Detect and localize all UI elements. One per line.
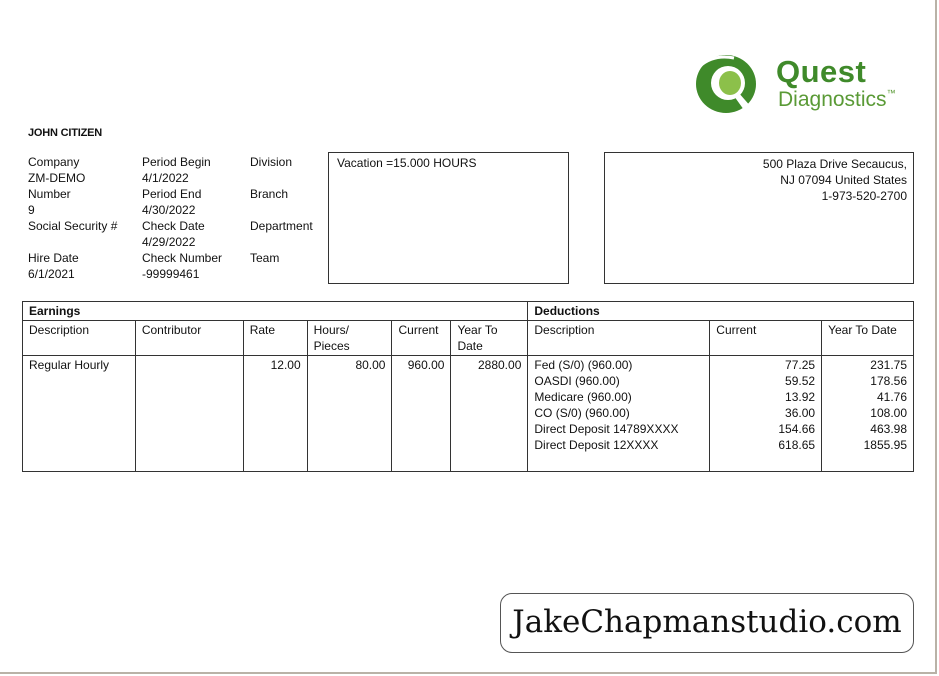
vacation-text: Vacation =15.000 HOURS (337, 156, 477, 170)
earnings-current-header: Current (392, 321, 451, 356)
deduction-current: 154.66 (778, 422, 816, 436)
deduction-description: Fed (S/0) (960.00) (534, 358, 633, 372)
logo-brand-text: Quest (776, 54, 867, 89)
deduction-ytd: 178.56 (870, 374, 907, 388)
period-begin-value: 4/1/2022 (142, 171, 189, 185)
check-date-value: 4/29/2022 (142, 235, 196, 249)
check-date-label: Check Date (142, 219, 205, 233)
vacation-box (328, 152, 569, 284)
deduction-current: 618.65 (778, 438, 816, 452)
hire-date-label: Hire Date (28, 251, 79, 265)
deductions-title: Deductions (528, 302, 914, 321)
deduction-current: 13.92 (785, 390, 816, 404)
deductions-ytd-cell (822, 356, 914, 472)
earnings-contributor-header: Contributor (135, 321, 243, 356)
address-phone: 1-973-520-2700 (821, 189, 907, 203)
deductions-description-cell (528, 356, 710, 472)
earnings-description-cell: Regular Hourly (23, 356, 136, 472)
deduction-ytd: 41.76 (876, 390, 907, 404)
deduction-description: Direct Deposit 12XXXX (534, 438, 659, 452)
table-header-row (23, 321, 914, 356)
logo-sub-text: Diagnostics™ (778, 88, 896, 111)
deduction-current: 59.52 (785, 374, 816, 388)
company-value: ZM-DEMO (28, 171, 86, 185)
deductions-ytd-header: Year To Date (822, 321, 914, 356)
address-box (604, 152, 914, 284)
deduction-ytd: 231.75 (870, 358, 907, 372)
ssn-label: Social Security # (28, 219, 118, 233)
earnings-hours-header (307, 321, 392, 356)
earnings-ytd-cell: 2880.00 (451, 356, 528, 472)
deduction-ytd: 108.00 (870, 406, 907, 420)
earnings-contributor-cell (135, 356, 243, 472)
deductions-description-header: Description (528, 321, 710, 356)
earnings-current-cell: 960.00 (392, 356, 451, 472)
period-end-value: 4/30/2022 (142, 203, 196, 217)
earnings-ytd-header-line2: Date (457, 339, 483, 353)
trademark-symbol: ™ (886, 88, 896, 98)
earnings-hours-header-line2: Pieces (313, 339, 350, 353)
address-line-1: 500 Plaza Drive Secaucus, (762, 157, 907, 171)
check-number-value: -99999461 (142, 267, 200, 281)
address-line-2: NJ 07094 United States (780, 173, 907, 187)
number-label: Number (28, 187, 71, 201)
watermark-badge: JakeChapmanstudio.com (500, 593, 914, 653)
number-value: 9 (28, 203, 35, 217)
earnings-hours-header-line1: Hours/ (313, 323, 349, 337)
earnings-deductions-table (22, 301, 914, 472)
period-begin-label: Period Begin (142, 155, 211, 169)
deduction-description: Direct Deposit 14789XXXX (534, 422, 679, 436)
department-label: Department (250, 219, 313, 233)
deduction-ytd: 463.98 (870, 422, 907, 436)
table-body-row (23, 356, 914, 472)
deduction-ytd: 1855.95 (863, 438, 907, 452)
earnings-rate-header: Rate (243, 321, 307, 356)
division-label: Division (250, 155, 293, 169)
deduction-description: CO (S/0) (960.00) (534, 406, 630, 420)
earnings-rate-cell: 12.00 (243, 356, 307, 472)
deduction-current: 77.25 (785, 358, 816, 372)
deductions-current-cell (710, 356, 822, 472)
quest-logo (690, 50, 920, 116)
deductions-current-header: Current (710, 321, 822, 356)
check-number-label: Check Number (142, 251, 223, 265)
deduction-description: OASDI (960.00) (534, 374, 620, 388)
quest-logo-icon (690, 52, 770, 114)
earnings-description-header: Description (23, 321, 136, 356)
earnings-title: Earnings (23, 302, 528, 321)
earnings-ytd-header-line1: Year To (457, 323, 498, 337)
company-label: Company (28, 155, 80, 169)
hire-date-value: 6/1/2021 (28, 267, 75, 281)
deduction-current: 36.00 (785, 406, 816, 420)
earnings-hours-cell: 80.00 (307, 356, 392, 472)
earnings-ytd-header (451, 321, 528, 356)
branch-label: Branch (250, 187, 289, 201)
team-label: Team (250, 251, 280, 265)
employee-name: JOHN CITIZEN (28, 127, 102, 139)
period-end-label: Period End (142, 187, 202, 201)
deduction-description: Medicare (960.00) (534, 390, 632, 404)
